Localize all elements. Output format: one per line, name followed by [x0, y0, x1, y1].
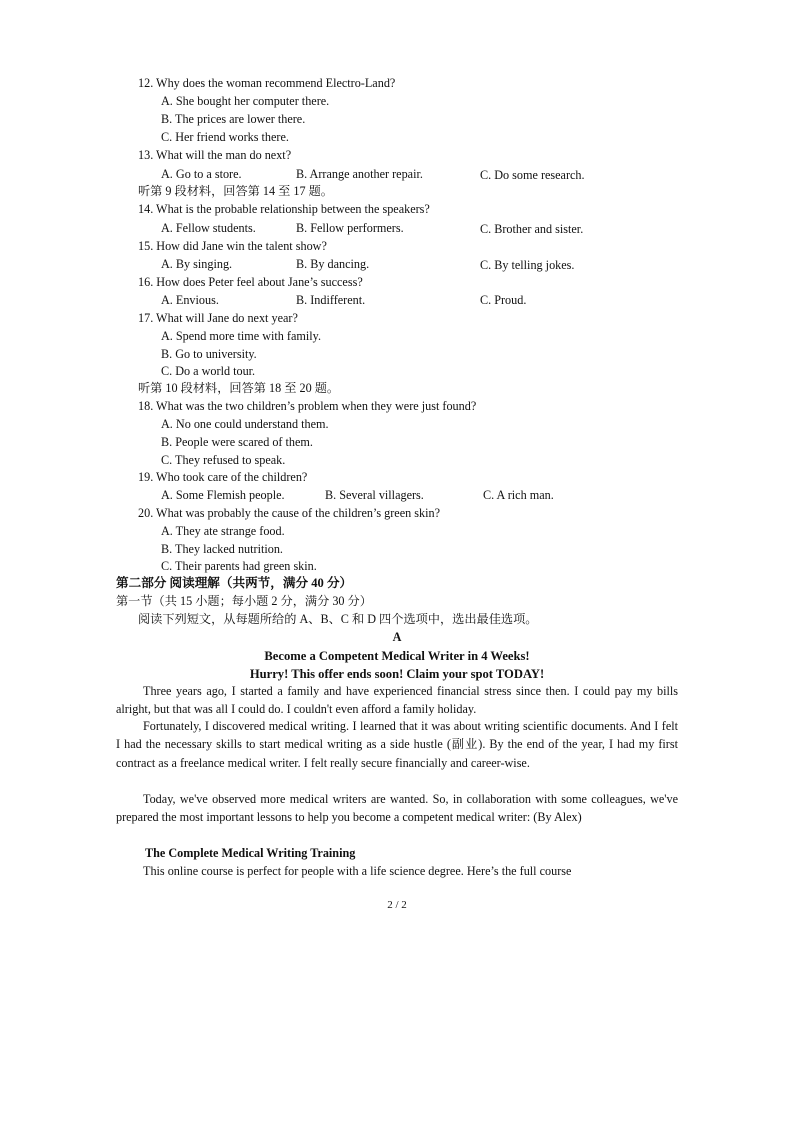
q15-option-a: A. By singing. — [161, 257, 233, 271]
passage-title: Become a Competent Medical Writer in 4 Weeks! — [264, 649, 530, 663]
q18-option-c: C. They refused to speak. — [161, 453, 286, 467]
q15-option-c: C. By telling jokes. — [480, 258, 575, 272]
q17-option-a: A. Spend more time with family. — [161, 329, 321, 343]
question-12: 12. Why does the woman recommend Electro-Land? — [138, 76, 396, 90]
question-20: 20. What was probably the cause of the children’s green skin? — [138, 506, 440, 520]
q19-option-a: A. Some Flemish people. — [161, 488, 285, 502]
paragraph-2: Fortunately, I discovered medical writing. I learned that it was about writing scientific documents. And I felt I had the necessary skills to start medical writing as a side hustle (副业). By the end of the year, I had my first contract as a freelance medical writer. I felt really secure financially and career-wise. — [116, 719, 678, 770]
q20-option-b: B. They lacked nutrition. — [161, 542, 283, 556]
question-18: 18. What was the two children’s problem when they were just found? — [138, 399, 477, 413]
q12-option-a: A. She bought her computer there. — [161, 94, 330, 108]
q20-option-a: A. They ate strange food. — [161, 524, 285, 538]
passage-subtitle: Hurry! This offer ends soon! Claim your spot TODAY! — [249, 667, 545, 681]
q16-option-b: B. Indifferent. — [296, 293, 366, 307]
q12-option-b: B. The prices are lower there. — [161, 112, 306, 126]
page-number: 2 / 2 — [387, 899, 407, 911]
question-13: 13. What will the man do next? — [138, 148, 292, 162]
question-16: 16. How does Peter feel about Jane’s success? — [138, 275, 363, 289]
section-one-heading: 第一节（共 15 小题；每小题 2 分，满分 30 分） — [116, 594, 372, 608]
q19-option-c: C. A rich man. — [483, 488, 554, 502]
q13-option-b: B. Arrange another repair. — [296, 167, 423, 181]
passage-letter: A — [392, 630, 402, 644]
q16-option-c: C. Proud. — [480, 293, 527, 307]
q19-option-b: B. Several villagers. — [325, 488, 424, 502]
q18-option-a: A. No one could understand them. — [161, 417, 329, 431]
q14-option-b: B. Fellow performers. — [296, 221, 404, 235]
q14-option-c: C. Brother and sister. — [480, 222, 584, 236]
material-10-instruction: 听第 10 段材料，回答第 18 至 20 题。 — [138, 381, 340, 395]
question-15: 15. How did Jane win the talent show? — [138, 239, 327, 253]
question-14: 14. What is the probable relationship between the speakers? — [138, 202, 430, 216]
q13-option-a: A. Go to a store. — [161, 167, 242, 181]
q18-option-b: B. People were scared of them. — [161, 435, 313, 449]
q14-option-a: A. Fellow students. — [161, 221, 256, 235]
paragraph-3: Today, we've observed more medical writers are wanted. So, in collaboration with some colleagues, we've prepared the most important lessons to help you become a competent medical writer: (By Alex) — [116, 792, 678, 825]
paragraph-4: This online course is perfect for people with a life science degree. Here’s the full course — [143, 864, 572, 878]
material-9-instruction: 听第 9 段材料，回答第 14 至 17 题。 — [138, 184, 333, 198]
q15-option-b: B. By dancing. — [296, 257, 370, 271]
part-two-heading: 第二部分 阅读理解（共两节，满分 40 分） — [116, 576, 353, 590]
q17-option-b: B. Go to university. — [161, 347, 257, 361]
q20-option-c: C. Their parents had green skin. — [161, 559, 317, 573]
q17-option-c: C. Do a world tour. — [161, 364, 256, 378]
question-17: 17. What will Jane do next year? — [138, 311, 298, 325]
q13-option-c: C. Do some research. — [480, 168, 585, 182]
q12-option-c: C. Her friend works there. — [161, 130, 289, 144]
q16-option-a: A. Envious. — [161, 293, 219, 307]
course-subheading: The Complete Medical Writing Training — [145, 846, 356, 860]
paragraph-1: Three years ago, I started a family and have experienced financial stress since then. I could pay my bills alright, but that was all I could do. I couldn't even afford a family holiday. — [116, 684, 678, 717]
reading-instructions: 阅读下列短文，从每题所给的 A、B、C 和 D 四个选项中，选出最佳选项。 — [138, 612, 538, 626]
question-19: 19. Who took care of the children? — [138, 470, 308, 484]
